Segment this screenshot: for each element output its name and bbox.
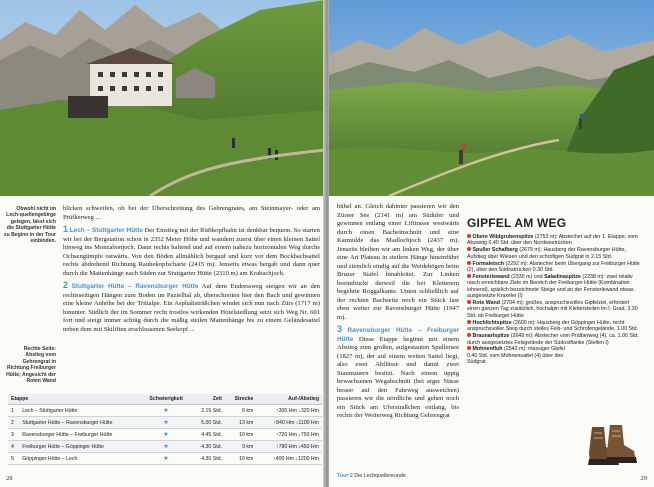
- header-schwierigkeit: Schwierigkeit: [141, 394, 191, 405]
- row-auf-abstieg: ↑780 Hm ↓450 Hm: [256, 441, 322, 453]
- row-difficulty: ★: [141, 429, 191, 441]
- summit-item: [467, 333, 641, 346]
- row-auf-abstieg: ↑720 Hm ↓750 Hm: [256, 429, 322, 441]
- row-etappe: Freiburger Hütte – Göppinger Hütte: [19, 441, 141, 453]
- summit-text: (2649 m): Abstecher vom Prälberweg (4), ca. 1.00 Std. durch ausgesetztes Felsgelände der Südostflanke (Stellen I): [467, 333, 639, 346]
- row-strecke: 6 km: [225, 405, 256, 417]
- red-bullet-icon: [467, 261, 471, 265]
- summit-name: Spuller Schafberg: [472, 247, 518, 254]
- summit-text: (2753 m): Abstecher auf der 1. Etappe, vom Abzweig 0.40 Std. über den Nordwestrücken: [467, 234, 638, 247]
- stage-3-title: Ravensburger Hütte – Freiburger Hütte: [337, 327, 459, 343]
- summit-item: [467, 274, 641, 300]
- caption-bottom: Rechte Seite: Abstieg vom Gehrengrat in Richtung Freiburger Hütte; Angesicht der Roten Wand: [6, 346, 56, 385]
- row-number: 3: [8, 429, 19, 441]
- stage-1-text: Der Einstieg mit der Rüfikopfbahn ist denkbar bequem. So starten wir bei der Bergstation schon in 2352 Meter Höhe und wandern zuerst über einen kleinen Sattel hinweg ins Monzabonjoch. Dann rechts haltend und auf einem nahezu horizontalen Weg durchs Ochsengümpfe ostwärts. Von den Böden allmählich bergauf und kurz vor dem Bockbachsattel rechts abdrehend Richtung Rauhekopfscharte (2415 m). Jenseits etwas bergab und dann quer durch die Mattenhänge nach Süden zur Stuttgarter Hütte (2310 m) am Krabachjoch.: [63, 227, 320, 277]
- red-bullet-icon: [467, 247, 471, 251]
- summit-text: (2330 m) und: [511, 273, 543, 280]
- row-difficulty: ★: [141, 441, 191, 453]
- summit-name: Fensterlewand: [472, 273, 510, 280]
- red-bullet-icon: [467, 333, 471, 337]
- header-auf-abstieg: Auf-/Abstieg: [256, 394, 322, 405]
- summit-name: Braunarlspitze: [472, 333, 510, 340]
- row-strecke: 13 km: [225, 417, 256, 429]
- page-number-right: 29: [640, 475, 647, 482]
- right-body-text: [337, 203, 459, 421]
- header-zeit: Zeit: [191, 394, 225, 405]
- summit-name: Saladinaspitze: [544, 273, 581, 280]
- row-auf-abstieg: ↑840 Hm ↓1100 Hm: [256, 417, 322, 429]
- table-row: [8, 441, 322, 453]
- row-etappe: Lech – Stuttgarter Hütte: [19, 405, 141, 417]
- running-footer: [337, 473, 406, 479]
- row-number: 4: [8, 441, 19, 453]
- summit-item: [467, 320, 641, 333]
- row-strecke: 10 km: [225, 429, 256, 441]
- summit-text: (2238 m): zwei relativ rasch erreichbare Ziele im Bereich der Freiburger Hütte (Kombination lohnend), spärlich bezeichnete Steige und an der Fensterlewand etwas ausgesetzte Kraxelei (I): [467, 273, 634, 300]
- left-page: [0, 0, 325, 487]
- photo-descent-gehrengrat: [329, 0, 654, 196]
- hiking-boots-image: [586, 423, 638, 467]
- intro-text: blicken schweifen, ob bei der Überschreitung des Gehrengrates, am Steinmayer- oder am Prüfkerweg ...: [63, 205, 320, 221]
- summit-item: [467, 261, 641, 274]
- table-row: [8, 429, 322, 441]
- row-difficulty: ★: [141, 405, 191, 417]
- footer-title: Die Lechquellenrunde: [354, 473, 406, 479]
- summit-name: Rote Wand: [472, 300, 500, 307]
- red-bullet-icon: [467, 274, 471, 278]
- photo-stuttgarter-huette: [0, 0, 325, 196]
- summit-box-title: GIPFEL AM WEG: [467, 216, 567, 230]
- row-difficulty: ★: [141, 453, 191, 465]
- row-zeit: 2.15 Std.: [191, 405, 225, 417]
- header-strecke: Strecke: [225, 394, 256, 405]
- summit-name: Mohnenfluh: [472, 346, 503, 353]
- table-row: [8, 453, 322, 465]
- row-difficulty: ★: [141, 417, 191, 429]
- summit-text: (2679 m): Hausberg der Ravensburger Hütte, Aufstieg über Wiesen und den schrofigen Südgrat in 2.15 Std.: [467, 247, 626, 260]
- table-header-row: [8, 394, 322, 405]
- summit-text: (2292 m): Abstecher beim Übergang zur Freiburger Hütte (2), über den Südostrücken 0.30 Std.: [467, 260, 640, 274]
- right-page: [329, 0, 654, 487]
- summit-text: (2542 m): massiger Gipfel 0.40 Std. vom Mohnensattel (4) über den Südgrat: [467, 346, 565, 366]
- row-zeit: 5.00 Std.: [191, 417, 225, 429]
- red-bullet-icon: [467, 320, 471, 324]
- row-auf-abstieg: ↑400 Hm ↓1200 Hm: [256, 453, 322, 465]
- stage-3-number: 3: [337, 324, 343, 334]
- page-number-left: 28: [6, 475, 13, 482]
- summit-item: [467, 247, 641, 260]
- row-zeit: 4.45 Std.: [191, 429, 225, 441]
- summit-name: Hochlichtspitze: [472, 319, 512, 326]
- right-intro-text: bühel an. Gleich dahinter passieren wir den Zürser See (2141 m) am Südufer und gewinnen entlang einer Lifttrasse westwärts durch einen Bacheinschnitt und eine Karmulde das Madlochjoch (2437 m). Jenseits bleiben wir am linken Weg, der über eine Art Plateau in steilere Hänge hineinführt und ziemlich eindig auf die Weidebögen beim Bruzer Stafel hinableitet. Zur Linken beeindruckt derweil die bei Kletterern begehrte Roggalkante. Unten schließlich auf der rechten Bachseite noch ein Stück fast eben weiter zur Ravensburger Hütte (1947 m).: [337, 203, 459, 321]
- summit-text: (2704 m): großes, anspruchsvolles Gipfelziel, erfordert einen ganzen Tag zusätzlich, hochalpin mit Klettersteilen im I. Grad, 3.30 Std. ab Freiburger Hütte: [467, 300, 638, 319]
- stage-2-number: 2: [63, 280, 69, 290]
- summit-name: Obere Wildgrubenspitze: [472, 234, 534, 240]
- summit-name: Formaletsch: [472, 260, 504, 267]
- summit-item: [467, 300, 641, 319]
- red-bullet-icon: [467, 300, 471, 304]
- row-number: 1: [8, 405, 19, 417]
- stage-1-title: Lech – Stuttgarter Hütte: [69, 227, 143, 234]
- row-etappe: Göppinger Hütte – Lech: [19, 453, 141, 465]
- table-row: [8, 405, 322, 417]
- row-auf-abstieg: ↑300 Hm ↓320 Hm: [256, 405, 322, 417]
- row-strecke: 10 km: [225, 453, 256, 465]
- footer-tour: Tour 2: [337, 473, 353, 479]
- row-etappe: Ravensburger Hütte – Freiburger Hütte: [19, 429, 141, 441]
- header-etappe: Etappe: [8, 394, 141, 405]
- stage-2-title: Stuttgarter Hütte – Ravensburger Hütte: [71, 283, 199, 290]
- red-bullet-icon: [467, 234, 471, 238]
- table-row: [8, 417, 322, 429]
- summit-text: (2600 m): Hausberg der Göppinger Hütte, recht anspruchsvoller Steig durch steiles Fels- und Schrofengelände, 1.00 Std.: [467, 319, 639, 333]
- stage-1: [63, 225, 320, 278]
- summit-list: [467, 234, 641, 366]
- row-zeit: 4.30 Std.: [191, 441, 225, 453]
- left-body-text: [63, 205, 320, 334]
- stage-2: [63, 281, 320, 334]
- row-strecke: 9 km: [225, 441, 256, 453]
- row-number: 5: [8, 453, 19, 465]
- stage-2-text: Auf dem Endressweg steigen wir an den rechtsseitigen Hängen zum Boden im Pazielltal ab, überschreiten hier den Bach und gewinnen eine kleine Anhöhe bei der Trittalpe. Ein Asphaltsträßchen windet sich nun nach Zürs (1717 m) hinunter. Südlich der im Sommer recht trostlos wirkenden Hotelsiedlung setzt sich Weg Nr. 601 fort und steigt immer schräg durch die mäßig steilen Mattenhänge bis zu einem Geländesattel neben dem mit Skiliften erschlossenen Seekopf ...: [63, 283, 320, 333]
- stage-1-number: 1: [63, 224, 69, 234]
- red-bullet-icon: [467, 346, 471, 350]
- stage-3-text: Diese Etappe beginnt mit einem Abstieg zum großen, aufgestauten Spullersee (1827 m), der auf einem weiten Sattel liegt, also zwei Abflüsse und damit zwei Staumauern besitzt. Nach einem üppig bewachsenen Wegabschnitt (bei arger Nässe besser auf den Fahrweg ausweichen) passieren wir die nördliche und gehen noch ein Stück am Uferstraßchen entlang, bis rechts der Weiterweg Richtung Gehrengrat: [337, 335, 459, 419]
- row-number: 2: [8, 417, 19, 429]
- row-zeit: 4.30 Std.: [191, 453, 225, 465]
- stages-table: [8, 394, 322, 465]
- stage-3: [337, 325, 459, 421]
- summit-item: [467, 346, 567, 365]
- caption-top: Obwohl nicht im Lech-quellengebirge gelegen, lässt sich die Stuttgarter Hütte zu Beginn in der Tour einbinden.: [4, 206, 56, 245]
- row-etappe: Stuttgarter Hütte – Ravensburger Hütte: [19, 417, 141, 429]
- summit-item: [467, 234, 641, 247]
